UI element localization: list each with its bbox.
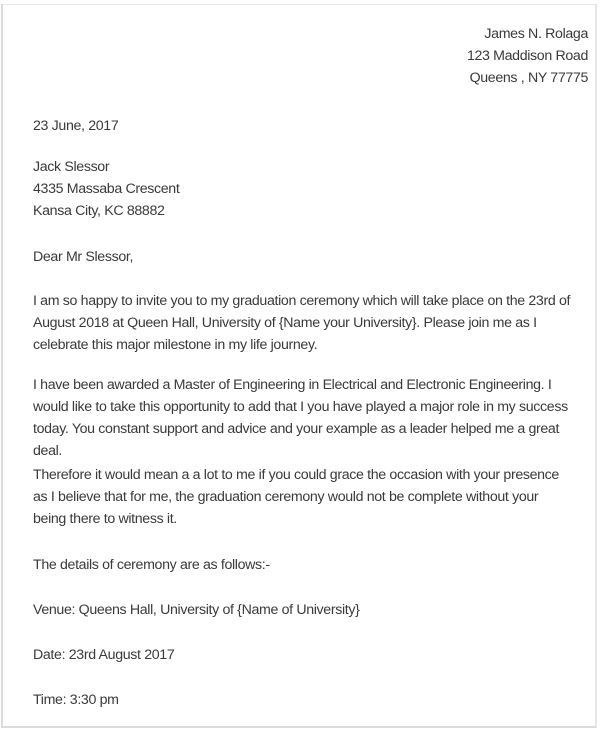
paragraph-invitation: I am so happy to invite you to my graduation ceremony which will take place on the 23rd of August 2018 at Queen Hall, University of {Name your University}. Please join me as I celebrate this major milestone in my life journey.: [33, 293, 571, 353]
recipient-street: 4335 Massaba Crescent: [33, 181, 180, 197]
salutation: Dear Mr Slessor,: [33, 249, 134, 265]
recipient-city: Kansa City, KC 88882: [33, 203, 165, 219]
details-intro: The details of ceremony are as follows:-: [33, 557, 270, 573]
recipient-address: [33, 156, 179, 222]
sender-city: Queens , NY 77775: [469, 70, 588, 86]
recipient-name: Jack Slessor: [33, 159, 110, 175]
sender-address: [288, 23, 588, 89]
details-venue: Venue: Queens Hall, University of {Name of University}: [33, 602, 360, 618]
sender-street: 123 Maddison Road: [466, 48, 588, 64]
paragraph-achievement: I have been awarded a Master of Engineering in Electrical and Electronic Engineering. I would like to take this opportunity to add that I you have played a major role in my success today. You constant support and advice and your example as a leader helped me a great deal.: [33, 377, 568, 459]
sender-name: James N. Rolaga: [484, 26, 588, 42]
details-date: Date: 23rd August 2017: [33, 647, 175, 663]
letter-date: 23 June, 2017: [33, 118, 119, 134]
paragraph-request: Therefore it would mean a a lot to me if you could grace the occasion with your presence as I believe that for me, the graduation ceremony would not be complete without your being there to witness it.: [33, 467, 559, 527]
details-time: Time: 3:30 pm: [33, 692, 119, 708]
